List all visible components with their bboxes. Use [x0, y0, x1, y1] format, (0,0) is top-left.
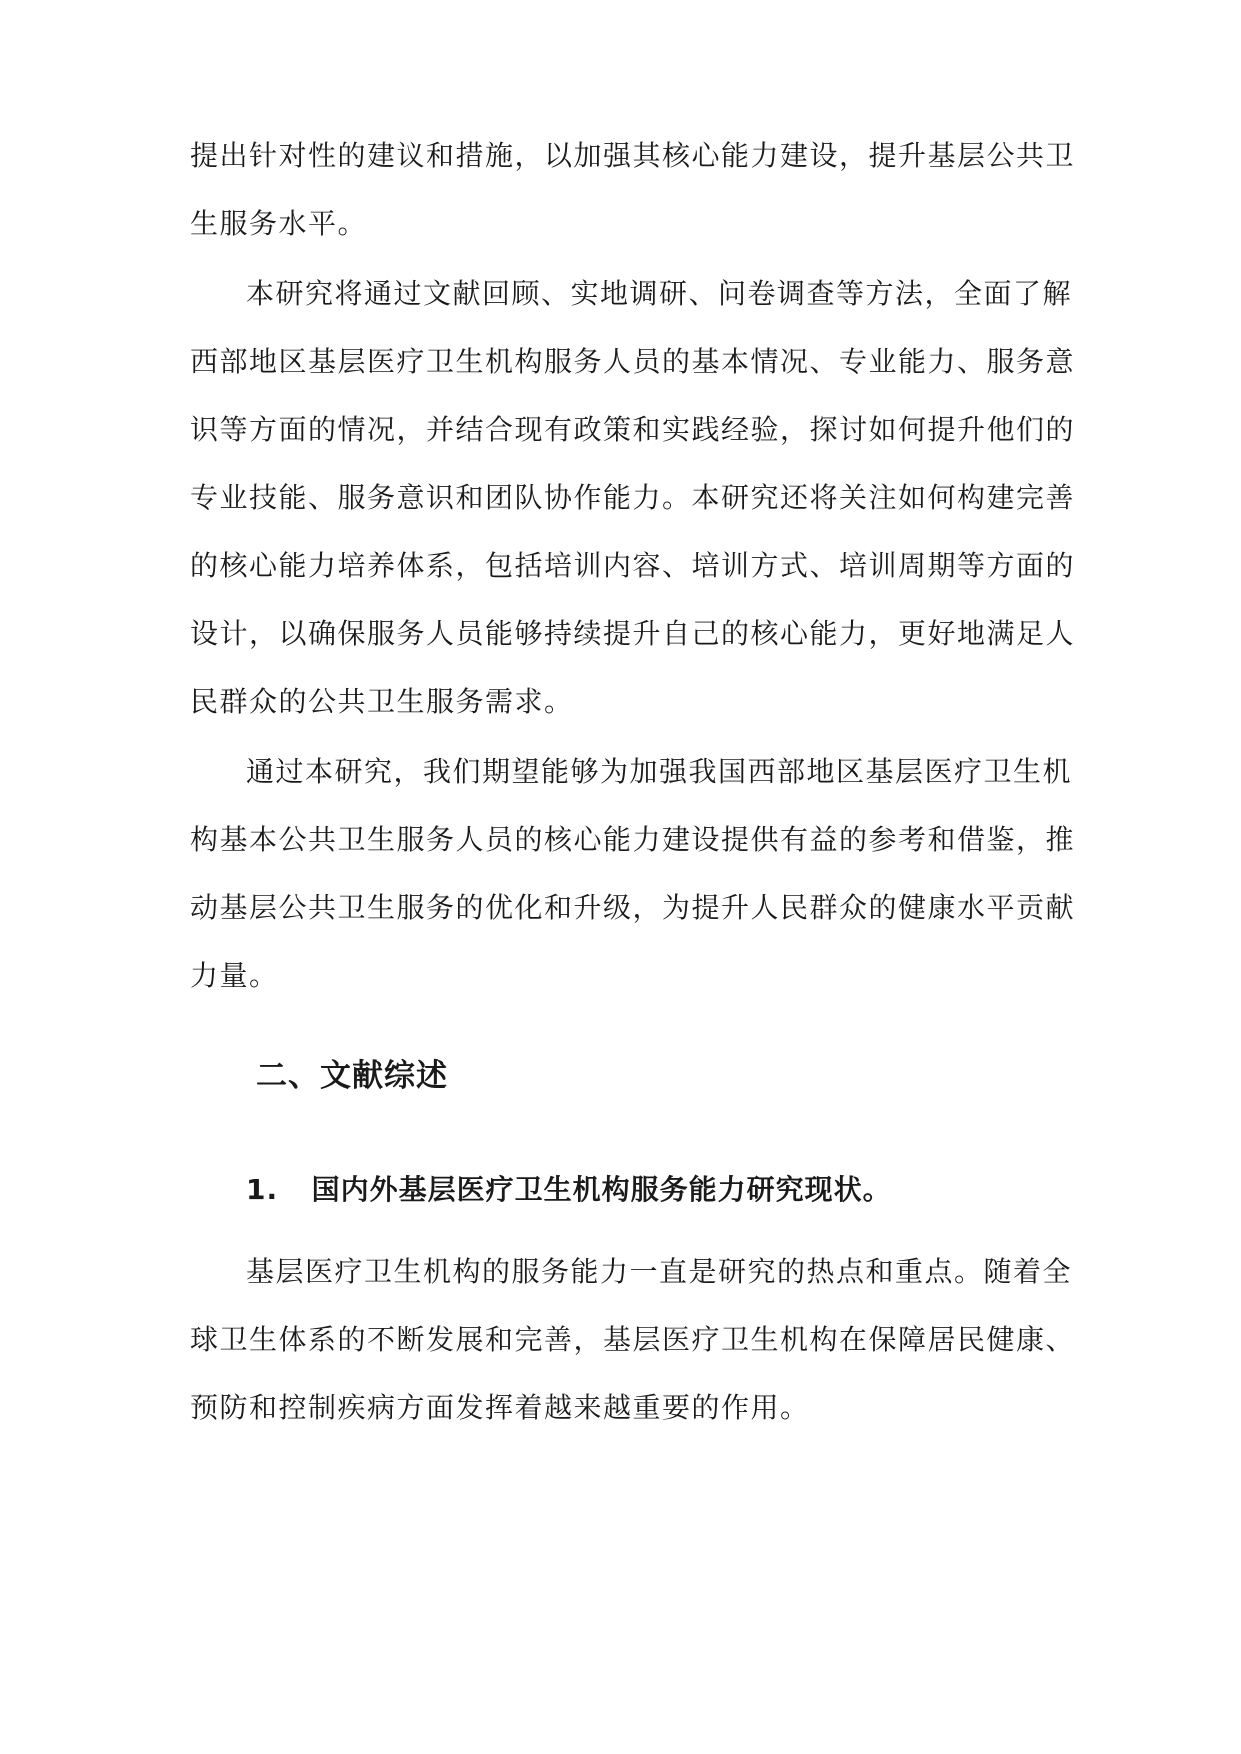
- paragraph-line: 西部地区基层医疗卫生机构服务人员的基本情况、专业能力、服务意: [190, 345, 1076, 378]
- paragraph-line: 专业技能、服务意识和团队协作能力。本研究还将关注如何构建完善: [190, 481, 1076, 514]
- paragraph-line: 球卫生体系的不断发展和完善，基层医疗卫生机构在保障居民健康、: [190, 1323, 1076, 1356]
- paragraph-line: 识等方面的情况，并结合现有政策和实践经验，探讨如何提升他们的: [190, 413, 1076, 446]
- subsection-number: 1.: [246, 1173, 279, 1206]
- paragraph-line: 生服务水平。: [190, 207, 368, 240]
- paragraph-line: 本研究将通过文献回顾、实地调研、问卷调查等方法，全面了解: [246, 277, 1073, 310]
- subsection-title: 国内外基层医疗卫生机构服务能力研究现状。: [311, 1173, 892, 1206]
- section-heading: 二、文献综述: [256, 1058, 448, 1094]
- paragraph-line: 民群众的公共卫生服务需求。: [190, 685, 574, 718]
- paragraph-line: 基层医疗卫生机构的服务能力一直是研究的热点和重点。随着全: [246, 1255, 1073, 1288]
- paragraph-line: 提出针对性的建议和措施，以加强其核心能力建设，提升基层公共卫: [190, 139, 1076, 172]
- paragraph-line: 设计，以确保服务人员能够持续提升自己的核心能力，更好地满足人: [190, 617, 1076, 650]
- paragraph-line: 构基本公共卫生服务人员的核心能力建设提供有益的参考和借鉴，推: [190, 823, 1076, 856]
- paragraph-line: 力量。: [190, 959, 279, 992]
- paragraph-line: 预防和控制疾病方面发挥着越来越重要的作用。: [190, 1391, 810, 1424]
- paragraph-line: 通过本研究，我们期望能够为加强我国西部地区基层医疗卫生机: [246, 755, 1073, 788]
- subsection-heading: [246, 1170, 892, 1210]
- paragraph-line: 的核心能力培养体系，包括培训内容、培训方式、培训周期等方面的: [190, 549, 1076, 582]
- paragraph-line: 动基层公共卫生服务的优化和升级，为提升人民群众的健康水平贡献: [190, 891, 1076, 924]
